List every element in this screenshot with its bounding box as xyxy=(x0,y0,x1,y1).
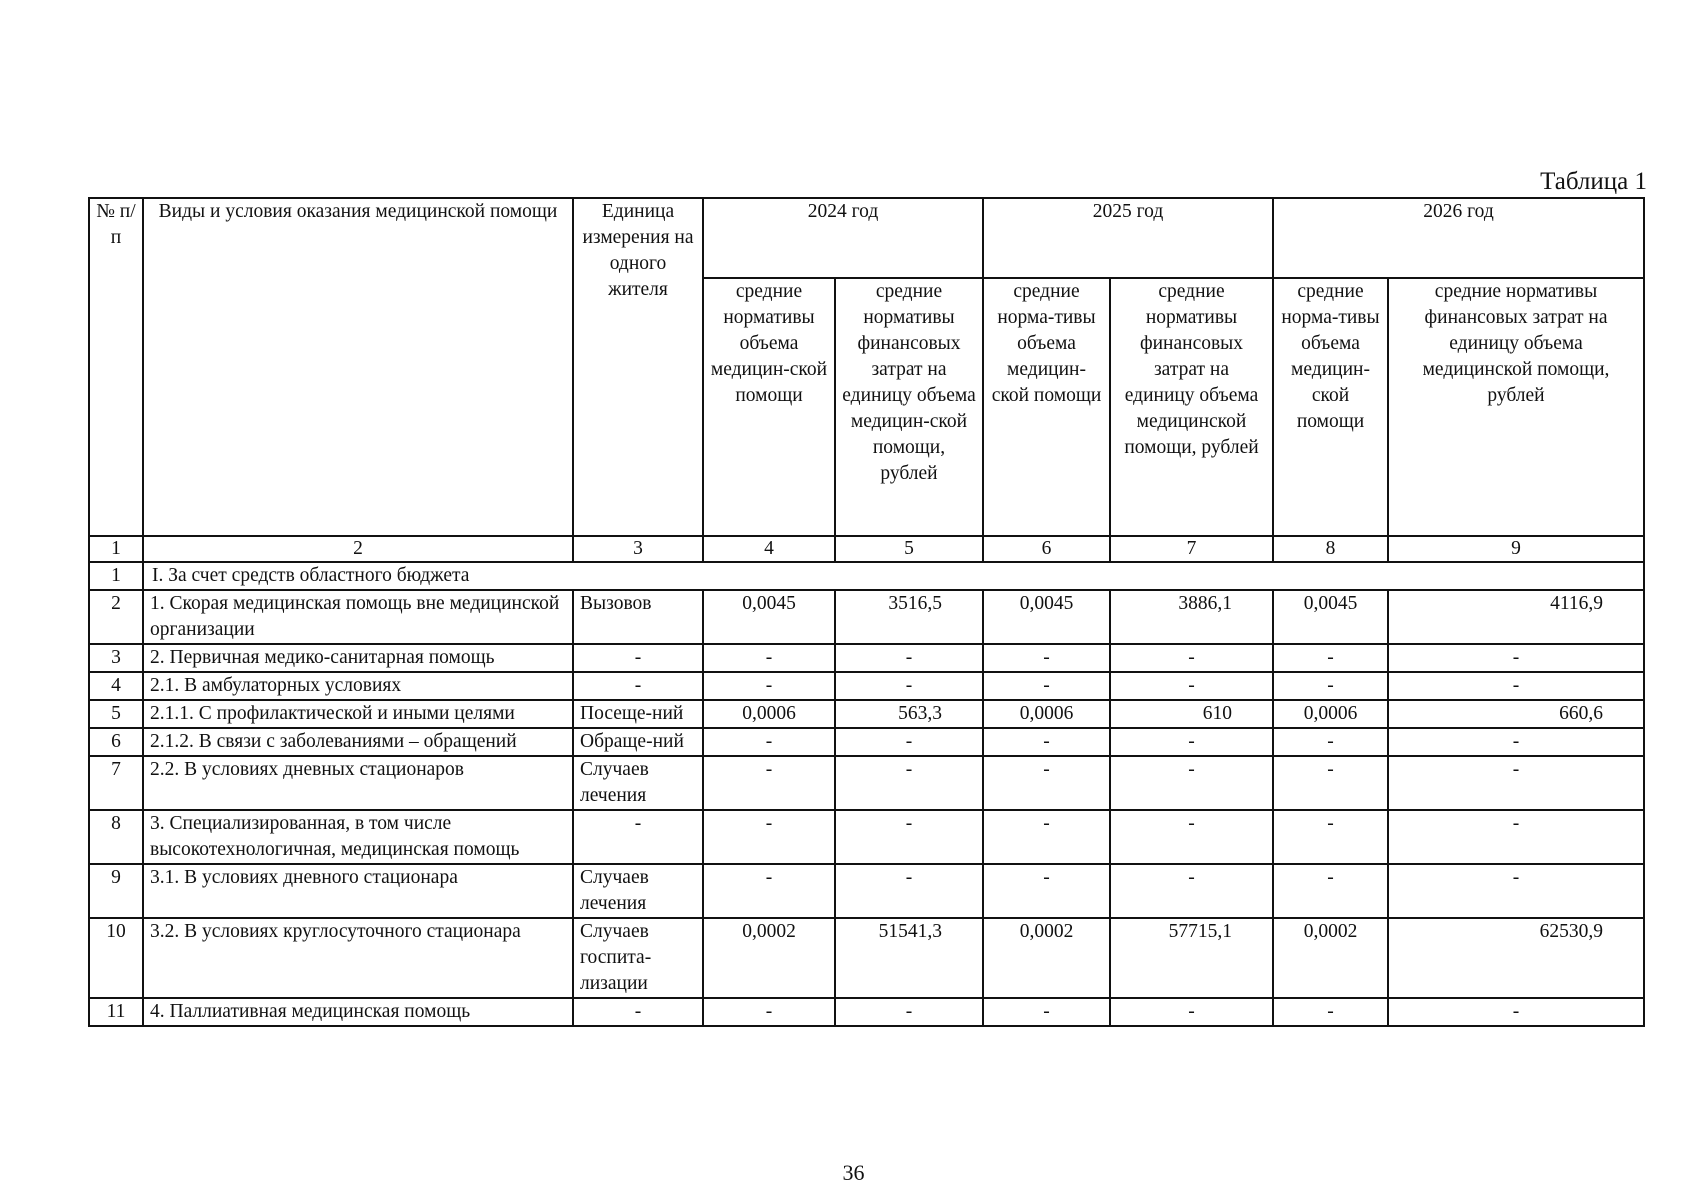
table-body xyxy=(89,590,1644,1026)
row-volume-2025: - xyxy=(983,672,1110,700)
column-number: 4 xyxy=(703,536,835,562)
column-number-row xyxy=(89,536,1644,562)
table-row xyxy=(89,728,1644,756)
row-volume-2024: - xyxy=(703,810,835,864)
row-volume-2024: - xyxy=(703,756,835,810)
row-unit: - xyxy=(573,672,703,700)
row-unit: Посеще-ний xyxy=(573,700,703,728)
row-volume-2024: - xyxy=(703,998,835,1026)
row-finance-2026: 4116,9 xyxy=(1388,590,1644,644)
header-year-2026: 2026 год xyxy=(1273,198,1644,278)
row-num: 10 xyxy=(89,918,143,998)
row-finance-2024: - xyxy=(835,728,983,756)
row-volume-2025: - xyxy=(983,644,1110,672)
row-finance-2024: 563,3 xyxy=(835,700,983,728)
row-name: 2.1.2. В связи с заболеваниями – обращений xyxy=(143,728,573,756)
row-volume-2024: - xyxy=(703,728,835,756)
row-name: 2.1. В амбулаторных условиях xyxy=(143,672,573,700)
row-name: 2.2. В условиях дневных стационаров xyxy=(143,756,573,810)
row-volume-2025: - xyxy=(983,728,1110,756)
section-title: I. За счет средств областного бюджета xyxy=(143,562,1644,590)
column-number: 6 xyxy=(983,536,1110,562)
row-name: 1. Скорая медицинская помощь вне медицинской организации xyxy=(143,590,573,644)
row-finance-2024: - xyxy=(835,810,983,864)
row-finance-2024: - xyxy=(835,998,983,1026)
row-volume-2026: 0,0045 xyxy=(1273,590,1388,644)
row-volume-2026: - xyxy=(1273,644,1388,672)
section-num: 1 xyxy=(89,562,143,590)
row-unit: Случаев лечения xyxy=(573,864,703,918)
header-finance-2024: средние нормативы финансовых затрат на единицу объема медицин-ской помощи, рублей xyxy=(835,278,983,536)
row-name: 2. Первичная медико-санитарная помощь xyxy=(143,644,573,672)
table-row xyxy=(89,864,1644,918)
row-name: 3.1. В условиях дневного стационара xyxy=(143,864,573,918)
row-finance-2026: - xyxy=(1388,810,1644,864)
table-row xyxy=(89,998,1644,1026)
row-num: 3 xyxy=(89,644,143,672)
row-volume-2024: 0,0006 xyxy=(703,700,835,728)
row-volume-2026: - xyxy=(1273,810,1388,864)
row-finance-2024: 51541,3 xyxy=(835,918,983,998)
row-finance-2024: - xyxy=(835,864,983,918)
table-header xyxy=(89,198,1644,536)
column-number: 1 xyxy=(89,536,143,562)
row-finance-2025: - xyxy=(1110,998,1273,1026)
row-volume-2026: - xyxy=(1273,998,1388,1026)
table-row xyxy=(89,672,1644,700)
row-finance-2025: - xyxy=(1110,756,1273,810)
row-num: 4 xyxy=(89,672,143,700)
table-row xyxy=(89,918,1644,998)
row-finance-2025: 3886,1 xyxy=(1110,590,1273,644)
row-finance-2026: 660,6 xyxy=(1388,700,1644,728)
table-caption: Таблица 1 xyxy=(1540,168,1647,195)
row-num: 11 xyxy=(89,998,143,1026)
table-row xyxy=(89,644,1644,672)
row-finance-2024: - xyxy=(835,672,983,700)
header-finance-2025: средние нормативы финансовых затрат на единицу объема медицинской помощи, рублей xyxy=(1110,278,1273,536)
row-finance-2025: - xyxy=(1110,672,1273,700)
row-volume-2025: - xyxy=(983,998,1110,1026)
row-volume-2024: 0,0045 xyxy=(703,590,835,644)
row-finance-2026: - xyxy=(1388,728,1644,756)
row-volume-2026: - xyxy=(1273,864,1388,918)
row-volume-2026: - xyxy=(1273,728,1388,756)
section-row xyxy=(89,562,1644,590)
header-num: № п/п xyxy=(89,198,143,536)
header-year-2025: 2025 год xyxy=(983,198,1273,278)
header-volume-2026: средние норма-тивы объема медицин-ской помощи xyxy=(1273,278,1388,536)
row-unit: Обраще-ний xyxy=(573,728,703,756)
row-num: 2 xyxy=(89,590,143,644)
row-num: 6 xyxy=(89,728,143,756)
row-finance-2026: - xyxy=(1388,672,1644,700)
header-kind: Виды и условия оказания медицинской помощи xyxy=(143,198,573,536)
column-number: 7 xyxy=(1110,536,1273,562)
row-volume-2026: 0,0006 xyxy=(1273,700,1388,728)
header-unit: Единица измерения на одного жителя xyxy=(573,198,703,536)
row-finance-2025: - xyxy=(1110,864,1273,918)
row-name: 3. Специализированная, в том числе высокотехнологичная, медицинская помощь xyxy=(143,810,573,864)
column-number: 3 xyxy=(573,536,703,562)
row-unit: - xyxy=(573,644,703,672)
column-number: 5 xyxy=(835,536,983,562)
row-volume-2025: - xyxy=(983,864,1110,918)
row-volume-2025: - xyxy=(983,810,1110,864)
row-finance-2025: - xyxy=(1110,644,1273,672)
table-row xyxy=(89,810,1644,864)
row-name: 4. Паллиативная медицинская помощь xyxy=(143,998,573,1026)
table-row xyxy=(89,756,1644,810)
row-unit: - xyxy=(573,998,703,1026)
row-volume-2026: 0,0002 xyxy=(1273,918,1388,998)
row-volume-2024: - xyxy=(703,864,835,918)
row-finance-2024: - xyxy=(835,756,983,810)
row-num: 8 xyxy=(89,810,143,864)
row-unit: Вызовов xyxy=(573,590,703,644)
row-volume-2024: - xyxy=(703,672,835,700)
row-finance-2025: 57715,1 xyxy=(1110,918,1273,998)
row-finance-2026: - xyxy=(1388,864,1644,918)
row-finance-2025: 610 xyxy=(1110,700,1273,728)
row-volume-2026: - xyxy=(1273,672,1388,700)
row-finance-2026: 62530,9 xyxy=(1388,918,1644,998)
row-volume-2025: - xyxy=(983,756,1110,810)
row-name: 3.2. В условиях круглосуточного стационара xyxy=(143,918,573,998)
row-unit: Случаев лечения xyxy=(573,756,703,810)
row-volume-2025: 0,0045 xyxy=(983,590,1110,644)
row-unit: Случаев госпита-лизации xyxy=(573,918,703,998)
header-volume-2024: средние нормативы объема медицин-ской помощи xyxy=(703,278,835,536)
page-number: 36 xyxy=(842,1160,865,1185)
column-number: 8 xyxy=(1273,536,1388,562)
table-row xyxy=(89,590,1644,644)
row-volume-2025: 0,0006 xyxy=(983,700,1110,728)
row-finance-2024: 3516,5 xyxy=(835,590,983,644)
row-volume-2024: - xyxy=(703,644,835,672)
row-volume-2025: 0,0002 xyxy=(983,918,1110,998)
row-finance-2024: - xyxy=(835,644,983,672)
row-num: 5 xyxy=(89,700,143,728)
row-finance-2025: - xyxy=(1110,728,1273,756)
row-finance-2026: - xyxy=(1388,644,1644,672)
header-year-2024: 2024 год xyxy=(703,198,983,278)
row-volume-2024: 0,0002 xyxy=(703,918,835,998)
row-finance-2026: - xyxy=(1388,756,1644,810)
row-unit: - xyxy=(573,810,703,864)
row-volume-2026: - xyxy=(1273,756,1388,810)
column-number: 2 xyxy=(143,536,573,562)
row-name: 2.1.1. С профилактической и иными целями xyxy=(143,700,573,728)
row-num: 9 xyxy=(89,864,143,918)
header-finance-2026: средние нормативы финансовых затрат на единицу объема медицинской помощи, рублей xyxy=(1388,278,1644,536)
row-finance-2026: - xyxy=(1388,998,1644,1026)
table-row xyxy=(89,700,1644,728)
column-number: 9 xyxy=(1388,536,1644,562)
header-volume-2025: средние норма-тивы объема медицин-ской помощи xyxy=(983,278,1110,536)
row-finance-2025: - xyxy=(1110,810,1273,864)
row-num: 7 xyxy=(89,756,143,810)
norms-table xyxy=(88,197,1645,1027)
